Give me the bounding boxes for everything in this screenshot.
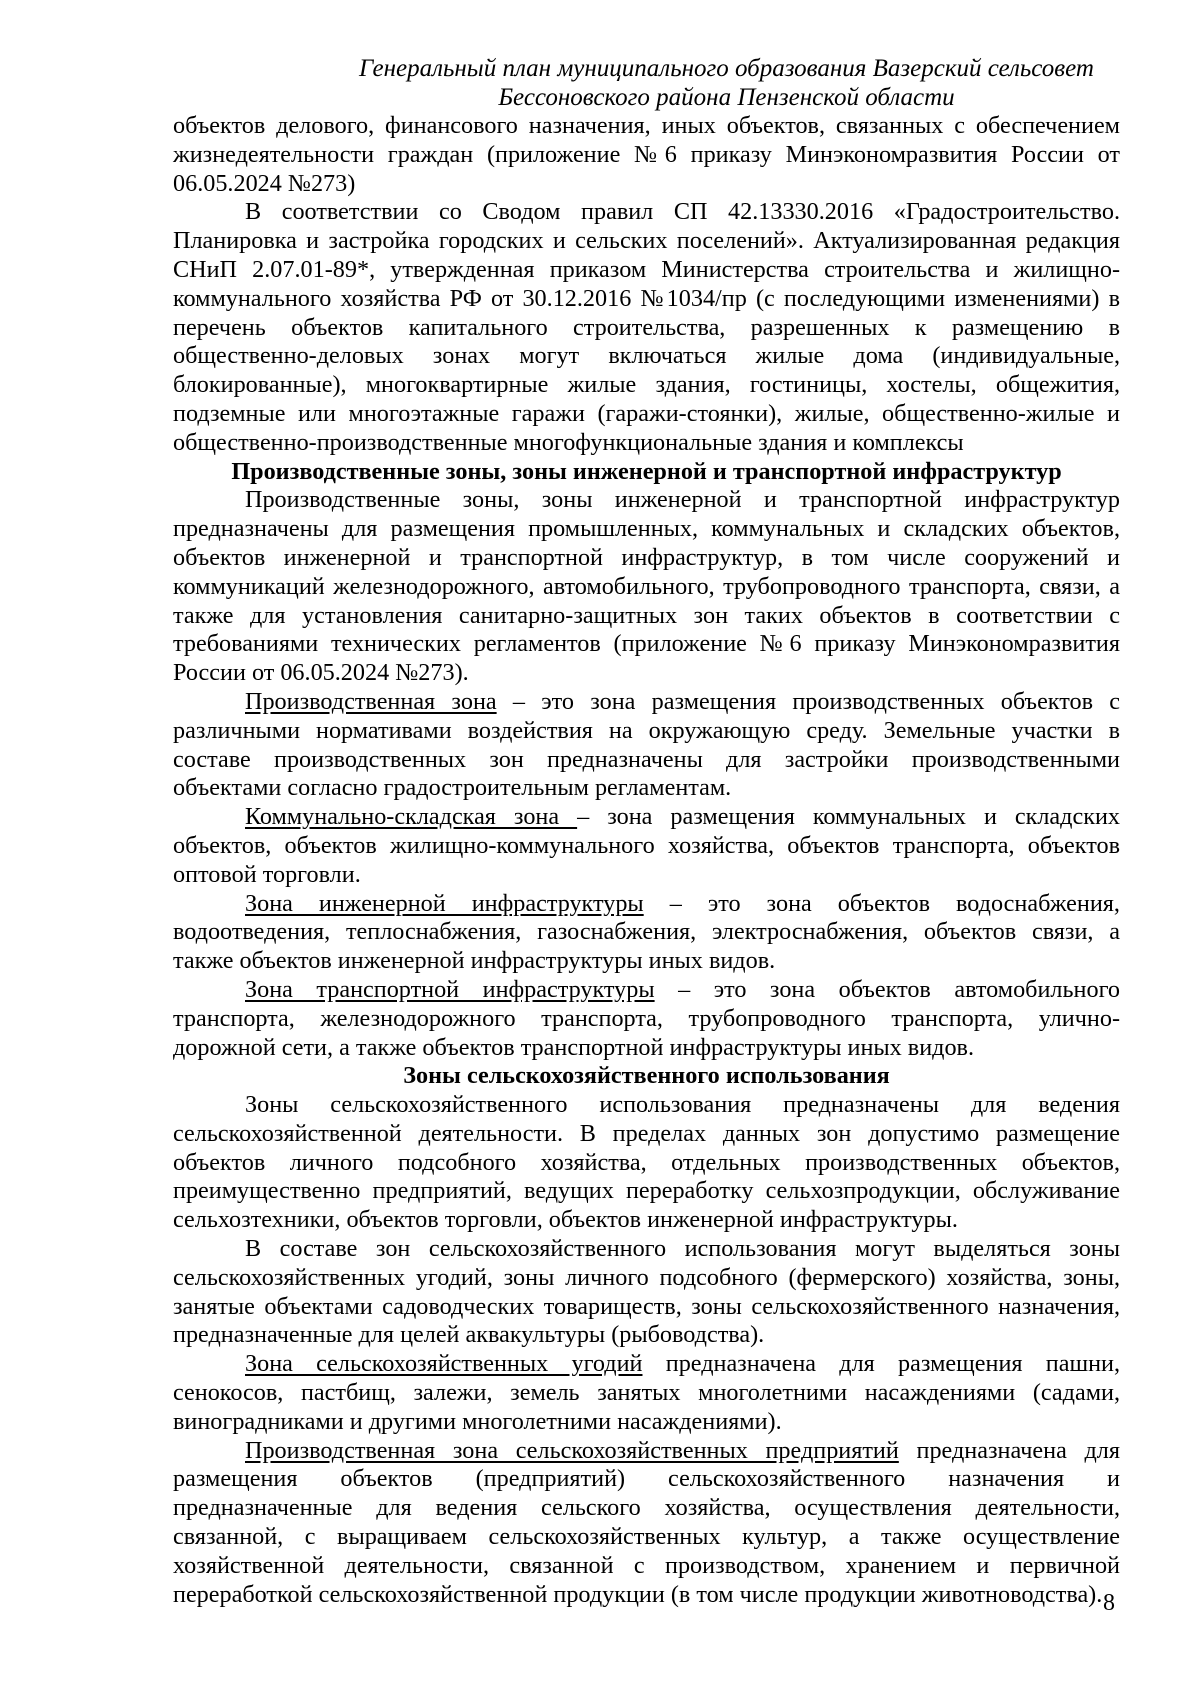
- term-underlined: Производственная зона сельскохозяйственных предприятий: [245, 1436, 899, 1464]
- paragraph-text: – это зона объектов водоснабжения, водоотведения, теплоснабжения, газоснабжения, электроснабжения, объектов связи, а также объектов инженерной инфраструктуры иных видов.: [173, 889, 1120, 975]
- paragraph-text: – это зона размещения производственных объектов с различными нормативами воздействия на окружающую среду. Земельные участки в составе производственных зон предназначены для застройки производственными объектами согласно градостроительным регламентам.: [173, 687, 1120, 802]
- paragraph: [173, 890, 1120, 976]
- section-heading-production-zones: Производственные зоны, зоны инженерной и транспортной инфраструктур: [231, 457, 1062, 485]
- paragraph: В соответствии со Сводом правил СП 42.13330.2016 «Градостроительство. Планировка и застройка городских и сельских поселений». Актуализированная редакция СНиП 2.07.01-89*, утвержденная приказом Министерства строительства и жилищно-коммунального хозяйства РФ от 30.12.2016 №1034/пр (с последующими изменениями) в перечень объектов капитального строительства, разрешенных к размещению в общественно-деловых зонах могут включаться жилые дома (индивидуальные, блокированные), многоквартирные жилые здания, гостиницы, хостелы, общежития, подземные или многоэтажные гаражи (гаражи-стоянки), жилые, общественно-жилые и общественно-производственные многофункциональные здания и комплексы: [173, 198, 1120, 456]
- document-body: [173, 112, 1120, 1609]
- paragraph-text: – зона размещения коммунальных и складских объектов, объектов жилищно-коммунального хозяйства, объектов транспорта, объектов оптовой торговли.: [173, 803, 1121, 888]
- paragraph: [173, 688, 1120, 803]
- paragraph: Производственные зоны, зоны инженерной и транспортной инфраструктур предназначены для размещения промышленных, коммунальных и складских объектов, объектов инженерной и транспортной инфраструктур, в том числе сооружений и коммуникаций железнодорожного, автомобильного, трубопроводного транспорта, связи, а также для установления санитарно-защитных зон таких объектов в соответствии с требованиями технических регламентов (приложение №6 приказу Минэкономразвития России от 06.05.2024 №273).: [173, 486, 1120, 687]
- header-line-2: Бессоновского района Пензенской области: [498, 84, 955, 111]
- paragraph: [173, 1350, 1120, 1436]
- section-heading-agricultural-zones: Зоны сельскохозяйственного использования: [403, 1062, 890, 1090]
- term-underlined: Коммунально-складская зона: [245, 803, 578, 831]
- document-page: [173, 54, 1120, 1609]
- paragraph: Зоны сельскохозяйственного использования предназначены для ведения сельскохозяйственной деятельности. В пределах данных зон допустимо размещение объектов личного подсобного хозяйства, отдельных производственных объектов, преимущественно предприятий, ведущих переработку сельхозпродукции, обслуживание сельхозтехники, объектов торговли, объектов инженерной инфраструктуры.: [173, 1091, 1120, 1234]
- paragraph: объектов делового, финансового назначения, иных объектов, связанных с обеспечением жизнедеятельности граждан (приложение №6 приказу Минэкономразвития России от 06.05.2024 №273): [173, 112, 1120, 197]
- term-underlined: Зона транспортной инфраструктуры: [245, 975, 655, 1003]
- term-underlined: Зона инженерной инфраструктуры: [245, 889, 644, 917]
- term-underlined: Производственная зона: [245, 687, 497, 715]
- term-underlined: Зона сельскохозяйственных угодий: [245, 1350, 643, 1378]
- paragraph: [173, 976, 1120, 1062]
- paragraph-text: – это зона объектов автомобильного транспорта, железнодорожного транспорта, трубопроводного транспорта, улично-дорожной сети, а также объектов транспортной инфраструктуры иных видов.: [173, 975, 1120, 1061]
- paragraph-text: предназначена для размещения пашни, сенокосов, пастбищ, залежи, земель занятых многолетними насаждениями (садами, виноградниками и другими многолетними насаждениями).: [173, 1350, 1121, 1435]
- paragraph: В составе зон сельскохозяйственного использования могут выделяться зоны сельскохозяйственных угодий, зоны личного подсобного (фермерского) хозяйства, зоны, занятые объектами садоводческих товариществ, зоны сельскохозяйственного назначения, предназначенные для целей аквакультуры (рыбоводства).: [173, 1235, 1120, 1349]
- paragraph: [173, 803, 1120, 889]
- header-line-1: Генеральный план муниципального образования Вазерский сельсовет: [359, 55, 1094, 82]
- paragraph: [173, 1437, 1120, 1610]
- page-number: 8: [1103, 1590, 1115, 1616]
- paragraph-text: предназначена для размещения объектов (предприятий) сельскохозяйственного назначения и предназначенные для ведения сельского хозяйства, осуществления деятельности, связанной, с выращиваем сельскохозяйственных культур, а также осуществление хозяйственной деятельности, связанной с производством, хранением и первичной переработкой сельскохозяйственной продукции (в том числе продукции животноводства).: [173, 1436, 1120, 1608]
- page-header: [293, 54, 1160, 112]
